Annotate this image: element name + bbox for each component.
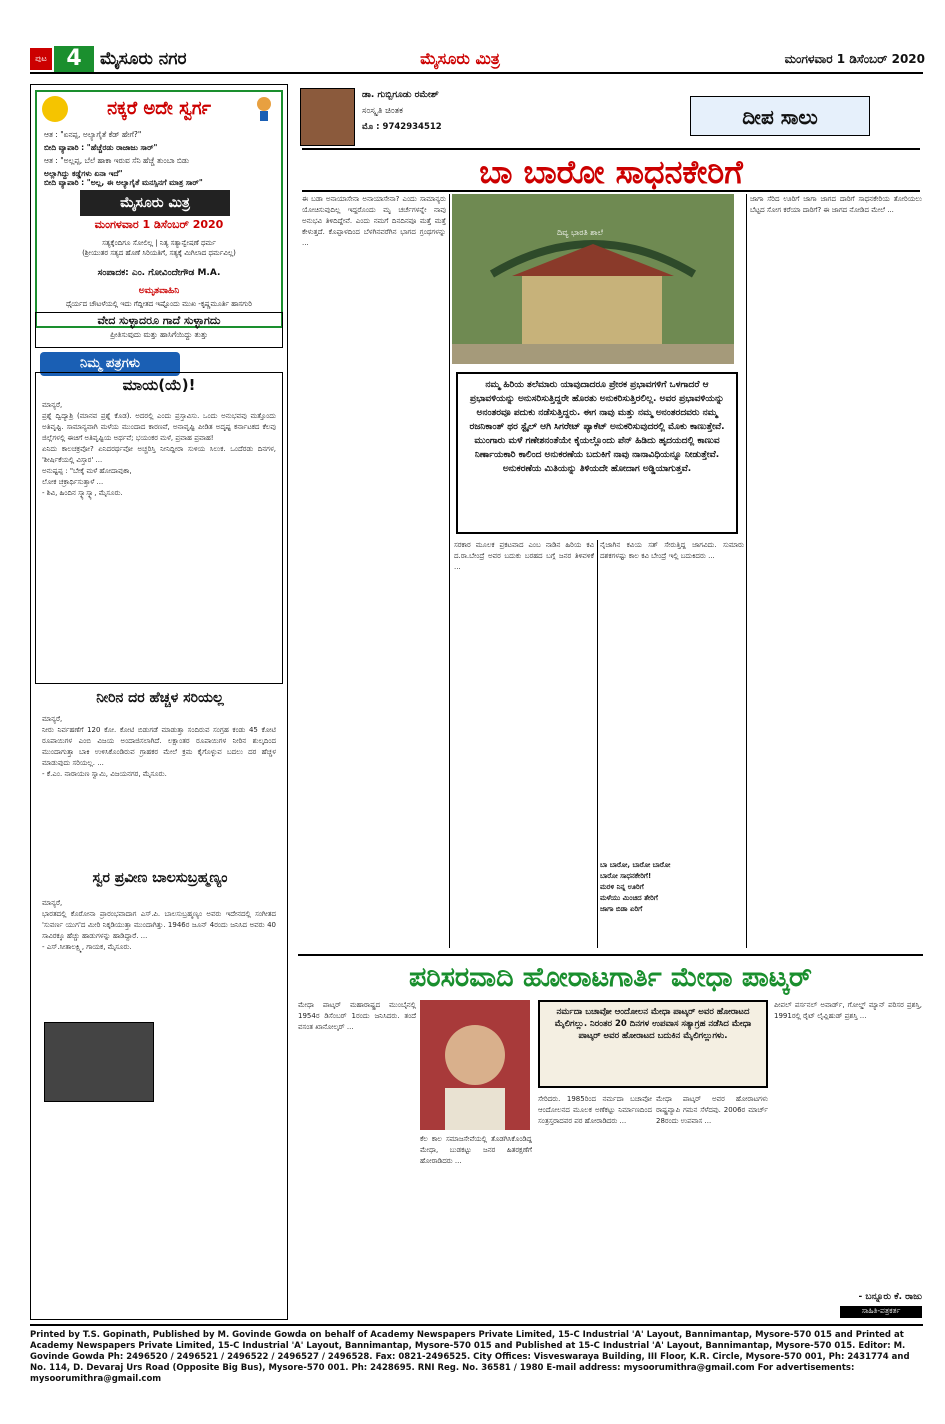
poem: ಬಾ ಬಾರೋ, ಬಾರೋ ಬಾರೋ ಬಾರೋ ಸಾಧನಕೇರಿಗೆ! ಮರಳಿ ನಿನ್ನ ಊರಿಗೆ ಮಳೆಯು ಮಿಂಚಿದ ತೇರಿಗೆ ಜಾಗಾ ಬಿಡಾ ಏರಿಗೆ [600,861,671,913]
author-role: ಸಂಸ್ಕೃತಿ ಚಿಂತಕ [362,106,403,116]
joke-line: ಆತ : "ಏನಪ್ಪ, ಅಲ್ಯಾಗೈತೆ ಕೆಡ್ ಹೇಗೆ?" [44,130,142,139]
article-column: ಸರಕಾರ ಮೂಲಕ ಪ್ರಕಟವಾದ ಎಂಬ ನಾಡಿನ ಹಿರಿಯ ಕವಿ ದ.ರಾ.ಬೇಂದ್ರೆ ಅವರ ಬದುಕು ಬರಹದ ಬಗ್ಗೆ ಜನರ ತಿಳಿವಳಿಕೆ ... [454,541,594,571]
article-column: ಈ ಬಡಾ ಅನಾಯಾಸೇನಾ ಅನಾಯಾಸೇನಾ? ಎಂದು ಸಾಮಾನ್ಯರು ಯೋಚಿಸುವುದಿಲ್ಲ ಇದ್ದರೊಂದು ಮೃ ಚರ್ಚೆಗಳನ್ನೇ ನಾವು ಅನುಭವಿ ತಿಳಿದಿದ್ದೇವೆ. ಎಂದು ನಮಗೆ ದಿನದಿನವೂ ಮತ್ತೆ ಮತ್ತೆ ಕೇಳುತ್ತದೆ. ಕೊಪ್ಪಾಳದಿಂದ ಬೆಳಗಿನವರೆಗಿನ ಭಾಗದ ಗ್ರಂಥಗಳನ್ನು ... [302,195,446,247]
column-name: ದೀಪ ಸಾಲು [690,96,870,136]
byline: - ಬನ್ನೂರು ಕೆ. ರಾಜು [858,1292,922,1302]
column-rule [746,194,747,948]
page-label: ಪುಟ [30,48,52,70]
medha-photo [420,1000,530,1130]
author-name: ಡಾ. ಗುಬ್ಬಿಗೂಡು ರಮೇಶ್ [362,90,439,100]
page-number: 4 [54,46,94,72]
motto-line: (ಶ್ರೀಯುತರ ಸತ್ಯದ ಹೊಣೆ ಸಿರಿಯತಿಗೆ, ಸತ್ಯಕ್ಕೆ ಮಿಗಿಲಾದ ಧರ್ಮವಿಲ್ಲ) [82,249,236,257]
letter-title: ಸ್ವರ ಪ್ರವೀಣ ಬಾಲಸುಬ್ರಹ್ಮಣ್ಯಂ [92,870,228,886]
article-column: ಮೇಧಾ ಪಾಟ್ಕರ್ ಮಹಾರಾಷ್ಟ್ರದ ಮುಂಬೈನಲ್ಲಿ 1954ರ ಡಿಸೆಂಬರ್ 1ರಂದು ಜನಿಸಿದರು. ತಂದೆ ವಸಂತ ಖಾನೋಲ್ಕರ್ ... [298,1001,416,1031]
section-title: ಮೈಸೂರು ನಗರ [100,49,187,69]
article-headline: ಪರಿಸರವಾದಿ ಹೋರಾಟಗಾರ್ತಿ ಮೇಧಾ ಪಾಟ್ಕರ್ [298,954,923,998]
pull-quote: ನರ್ಮದಾ ಬಚಾವೋ ಆಂದೋಲನ ಮೇಧಾ ಪಾಟ್ಕರ್ ಅವರ ಹೋರಾಟದ ಮೈಲಿಗಲ್ಲು. ನಿರಂತರ 20 ದಿನಗಳ ಉಪವಾಸ ಸತ್ಯಾಗ್ರಹ ನಡೆಸಿದ ಮೇಧಾ ಪಾಟ್ಕರ್ ಅವರ ಹೋರಾಟದ ಬದುಕಿನ ಮೈಲಿಗಲ್ಲುಗಳು. [538,1000,768,1088]
veda-title: ವೇದ ಸುಳ್ಳಾದರೂ ಗಾದೆ ಸುಳ್ಳಾಗದು [97,314,221,327]
masthead-date: ಮಂಗಳವಾರ 1 ಡಿಸೆಂಬರ್ 2020 [94,218,224,231]
joke-line: ಆತ : "ಅಲ್ಲಪ್ಪ, ಬೆಲೆ ಹಾಕಾ ಇರುವ ಸೆನಿ ಹೆಚ್ಚೆ ತುಂಬಾ ಬಿಡು [44,156,190,165]
author-photo [300,88,355,146]
article-column: ನೈಜಾಗಿನ ಕವಿಯ ಸತ್ ಸೇರುತ್ತಿದ್ದ ಜಾಗವಿದು. ಸುಮಾರು ದಶಕಗಳಷ್ಟು ಕಾಲ ಕವಿ ಬೇಂದ್ರೆ ಇಲ್ಲಿ ಬದುಕಿದರು ... [600,541,744,560]
letter-body: ಮಾನ್ಯರೆ, ಭಾರತದಲ್ಲಿ ಕೊರೋನಾ ಪ್ರಾರಂಭವಾದಾಗ ಎಸ್.ಪಿ. ಬಾಲಸುಬ್ರಹ್ಮಣ್ಯಂ ಅವರು ಇದೇನದಲ್ಲಿ ಸಂಗೀತದ 'ಸುವರ್ಣ ಯುಗ'ದ ಮೀರಿ ನಿಕ್ಕಡಿಯುತ್ತಾ ಮುಂದಾಗಿತ್ತು. 1946ರ ಜೂನ್ 4ರಂದು ಜನಿಸಿದ ಅವರು 40 ಸಾವಿರಕ್ಕೂ ಹೆಚ್ಚು ಹಾಡುಗಳನ್ನು ಹಾಡಿದ್ದಾರೆ. ... - ಎಸ್.ಸೀತಾಲಕ್ಷ್ಮಿ, ಗಾಯಕ, ಮೈಸೂರು. [42,899,276,951]
motto-line: ಸತ್ಯಕ್ಕೆಂದಿಗೂ ಸೋಲಿಲ್ಲ | ನಿತ್ಯ ಸತ್ಯಾನ್ವೇಷಣೆ ಧರ್ಮ [102,239,216,247]
amrita-text: ಧೈರ್ಯದ ಚೌಟಳೆಯಲ್ಲಿ ಇದು ಗೆದ್ದೀತದ ಇಷ್ಟೊಂದು ಮುಖ -ಕೃಷ್ಣಮೂರ್ತಿ ಹಾಸಗುರಿ [66,300,252,308]
letter-body: ಮಾನ್ಯರೆ, ಪ್ರಶ್ನೆ ದ್ವಿದ್ಯಾಶ್ರಿ (ಮಾನವ ಪ್ರಶ್ನೆ ಕೊಡ). ಅದರಲ್ಲಿ ಎಂದು ಪ್ರಸ್ತಾವಿಸು. ಒಂದು ಅನುಭವವು ಮತ್ತೊಂದು ಅತಿವೃಷ್ಟಿ. ಸಾಮಾನ್ಯವಾಗಿ ಮಳೆಯ ಮುಂದಾದ ಕಾರಣವೆ, ಅನಾವೃಷ್ಟಿ ಪೀಡಿತ ಅದೃಷ್ಟ ಕರ್ನಾಟಕದ ಕೆಲವು ಜಿಲ್ಲೆಗಳಲ್ಲಿ ಈಚಿಗೆ ಅತಿವೃಷ್ಟಿಯ ಅರ್ಥವೆ; ಭಯಂಕರ ಮಳೆ, ಪ್ರವಾಹ ಪ್ರವಾಹ! ಏನಿದು ಕಾಲಚಕ್ರವೋ? ಏನಿದರರ್ಥವೋ ಅಚ್ಚರಿಸ್ತಿ ನೀನಿದ್ದೀರಾ ಸುಳಿಯ ಸಿಲುಕ. ಒಂದೆರಡು ದಿನಗಳ, 'ಶೀರ್ಷಿಕೆಯಲ್ಲಿ ವಿಸ್ತಾರ' ... ಅನುಷ್ಟಪ್ಪ : "ಬೇಕ್ಕೆ ಮಳೆ ಹೋದಾವುಕಾ, ಲೋಕ ಚಕ್ರಾರ್ಥಿಸುತ್ತಾಳೆ ... - ಶಿವಿ, ಹಿಂದಿನ ಸ್ಕ್ಯಾಸ್ಕ್ಯಾ, ಮೈಸೂರು. [42,401,276,497]
masthead-logo: ಮೈಸೂರು ಮಿತ್ರ [80,190,230,216]
masthead-motto [40,238,278,268]
issue-date: ಮಂಗಳವಾರ 1 ಡಿಸೆಂಬರ್ 2020 [784,52,925,66]
letter-body: ಮಾನ್ಯರೆ, ನೀರು ನಿರ್ವಹಣೆಗೆ 120 ಕೋ. ಕೋಟಿ ಬಿಡುಗಡೆ ಮಾಡುತ್ತಾ ಸಂದಿರುವ ಸಂಗ್ರಹ ಕಂಡು 45 ಕೋಟಿ ರೂಪಾಯಿಗಳ ಎಂಬಿ ವಿಜಯ ಅಂದಾಜಿಸಲಾಗಿದೆ. ಲಕ್ಷಾಂತರ ರೂಪಾಯಿಗಳ ನೀರಿನ ಶುಲ್ಕದಿಂದ ಮುಂದಾಗುತ್ತಾ ಬಾಕಿ ಉಳಿಸಿಕೊಂಡಿರುವ ಗ್ರಾಹಕರ ಮೇಲೆ ಕ್ರಮ ಕೈಗೊಳ್ಳುವ ಬದಲು ದರ ಹೆಚ್ಚಳ ಮಾಡುವುದು ಸರಿಯಲ್ಲ. ... - ಕೆ.ಎಂ. ನಾರಾಯಣ ಸ್ವಾಮಿ, ವಿಜಯನಗರ, ಮೈಸೂರು. [42,715,276,778]
article-headline: ಬಾ ಬಾರೋ ಸಾಧನಕೇರಿಗೆ [302,148,920,192]
cartoon-icon [250,94,278,122]
masthead: ಮೈಸೂರು ಮಿತ್ರ [420,49,500,68]
letter-title: ನೀರಿನ ದರ ಹೆಚ್ಚಳ ಸರಿಯಲ್ಲ [96,690,224,706]
pull-quote: ನಮ್ಮ ಹಿರಿಯ ತಲೆಮಾರು ಯಾವುದಾದರೂ ಪ್ರೇರಕ ಪ್ರಭಾವಗಳಿಗೆ ಒಳಗಾದರೆ ಆ ಪ್ರಭಾವಳಿಯನ್ನು ಅನುಸರಿಸುತ್ತಿದ್ದರೇ ಹೊರತು ಅನುಕರಿಸುತ್ತಿರಲಿಲ್ಲ. ಅವರ ಪ್ರಭಾವಳಿಯನ್ನು ಅನಂತರವೂ ಪದುಕು ನಡೆಸುತ್ತಿದ್ದರು. ಈಗ ನಾವು ಮತ್ತು ನಮ್ಮ ಅನಂತರದವರು ನಮ್ಮ ರಜನಿಕಾಂತ್ ಥರ ಸ್ಟೈಲ್ ಆಗಿ ಸಿಗರೇಟ್ ಪ್ಯಾಕೆಟ್ ಅನುಕರಿಸುವುದರಲ್ಲಿ ಮೊಕು ಕಾಣುತ್ತೇವೆ. ಮುಂಗಾರು ಮಳೆ ಗಣೇಶನಂತೆಯೇ ಕೈಯಲ್ಲೊಂದು ಪೆನ್ ಹಿಡಿದು ಹೃದಯದಲ್ಲಿ ಕಾಣುವ ನಿರ್ಣಾಯಕಾರಿ ಕಾಲಿಂದ ಅನುಕರಣೆಯ ಬದುಕಿಗೆ ನಾವು ನಾನಾವಿಧಿಯನ್ನೂ ನೀಡುತ್ತೇವೆ. ಅನುಕರಣೆಯ ಮಿತಿಯನ್ನು ತಿಳಿಯದೇ ಹೋದಾಗ ಅಡ್ಡಿಯಾಗುತ್ತವೆ. [456,372,738,534]
joke-line: ಬೀದಿ ವ್ಯಾಪಾರಿ : "ಹೆಚ್ಚೆರಡು ರಾಜಾಜು ಸಾರ್" [44,143,158,152]
article-column: ಪೀಪಲ್ ಪರ್ಸನಲ್ ಅವಾರ್ಡ್, ಗೋಲ್ಡ್ ಮ್ಯಾನ್ ಪರಿಸರ ಪ್ರಶಸ್ತಿ, 1991ರಲ್ಲಿ ರೈಟ್ ಲೈವ್ಲಿಹುಡ್ ಪ್ರಶಸ್ತಿ ... [774,1001,922,1020]
amrita-title: ಅಮೃತವಾಹಿನಿ [138,286,180,296]
editor-line: ಸಂಪಾದಕ: ಎಂ. ಗೋವಿಂದೇಗೌಡ M.A. [97,268,221,278]
school-photo [452,194,734,364]
nakkare-title: ನಕ್ಕರೆ ಅದೇ ಸ್ವರ್ಗ [107,98,211,119]
article-column: ಜಾಗಾ ಸೆರಿದ ಊರಿಗೆ ಜಾಗಾ ಜಾಗದ ದಾರಿಗೆ ಸಾಧನಕೇರಿಯ ತೋರಿಯಲು ಬೆಟ್ಟದ ಸೋಗ ಕರೆಯಾ ದಾರಿಗೆ? ಈ ಜಾಗದ ನೋಡಿದ ಮೇಲೆ ... [750,195,922,214]
letter-title: ಮಾಯ(ಯೆ)! [122,376,196,394]
column-rule [449,194,450,948]
author-phone: ಮೊ : 9742934512 [362,122,442,132]
column-rule [597,540,598,948]
article-column: ಸೇರಿದರು. 1985ರಿಂದ ನರ್ಮದಾ ಬಚಾವೋ ಆಂದೋಲನದ ಮೂಲಕ ಅಣೆಕಟ್ಟು ನಿರ್ಮಾಣದಿಂದ ಸಂತ್ರಸ್ತರಾದವರ ಪರ ಹೋರಾಡಿದರು ... [538,1095,652,1125]
joke-line: ಅಲ್ಲಾಗಿದ್ದು ಕಡ್ಡೆಗಳು ಏನಾ ಇದೆ" [44,169,123,178]
byline-role: ಸಾಹಿತಿ-ಪತ್ರಕರ್ತ [840,1306,922,1318]
letters-section-title: ನಿಮ್ಮ ಪತ್ರಗಳು [40,352,180,376]
veda-subtitle: ಪ್ರೀತಿಸುವುದು ಮತ್ತು ಹಾಸಿಗೆಯಿದ್ದು ತುತ್ತು [110,330,208,339]
school-sign: ದಿವ್ಯ ಭಾರತಿ ಶಾಲೆ [557,228,603,237]
joke-line: ಬೀದಿ ವ್ಯಾಪಾರಿ : "ಅಲ್ಲ, ಈ ಅಲ್ಯಾಗೈತೆ ಮನಸ್ಸಿನಗೆ ಮಾತ್ರ ಸಾರ್" [44,178,203,187]
imprint-footer: Printed by T.S. Gopinath, Published by M. Govinde Gowda on behalf of Academy Newspapers Private Limited, 15-C Industrial 'A' Layout, Bannimantap, Mysore-570 015 and Printed at Academy Newspapers Private Limited, 15-C Industrial 'A' Layout, Bannimantap, Mysore-570 015 and Published at 15-C Industrial 'A' Layout, Bannimantap, Mysore-570 015. Editor: M. Govinde Gowda Ph: 2496520 / 2496521 / 2496522 / 2496527 / 2496528. Fax: 0821-2496525. City Offices: Visveswaraya Building, III Floor, K.R. Circle, Mysore-570 001, Ph: 2431774 and No. 114, D. Devaraj Urs Road (Opposite Big Bus), Mysore-570 001. Ph: 2428695. RNI Reg. No. 36581 / 1980 E-mail address: mysoorumithra@gmail.com For advertisements: mysoorumithra@gmail.com [30,1324,923,1394]
spb-photo [44,1022,154,1102]
article-column: ಕೆಲ ಕಾಲ ಸಮಾಜಸೇವೆಯಲ್ಲಿ ತೊಡಗಿಸಿಕೊಂಡಿದ್ದ ಮೇಧಾ, ಬುಡಕಟ್ಟು ಜನರ ಹಿತರಕ್ಷಣೆಗೆ ಹೋರಾಡಿದರು ... [420,1135,532,1165]
article-column: ಮೇಧಾ ಪಾಟ್ಕರ್ ಅವರ ಹೋರಾಟಗಳು ರಾಷ್ಟ್ರವ್ಯಾಪಿ ಗಮನ ಸೆಳೆದವು. 2006ರ ಮಾರ್ಚ್ 28ರಂದು ಉಪವಾಸ ... [656,1095,768,1125]
